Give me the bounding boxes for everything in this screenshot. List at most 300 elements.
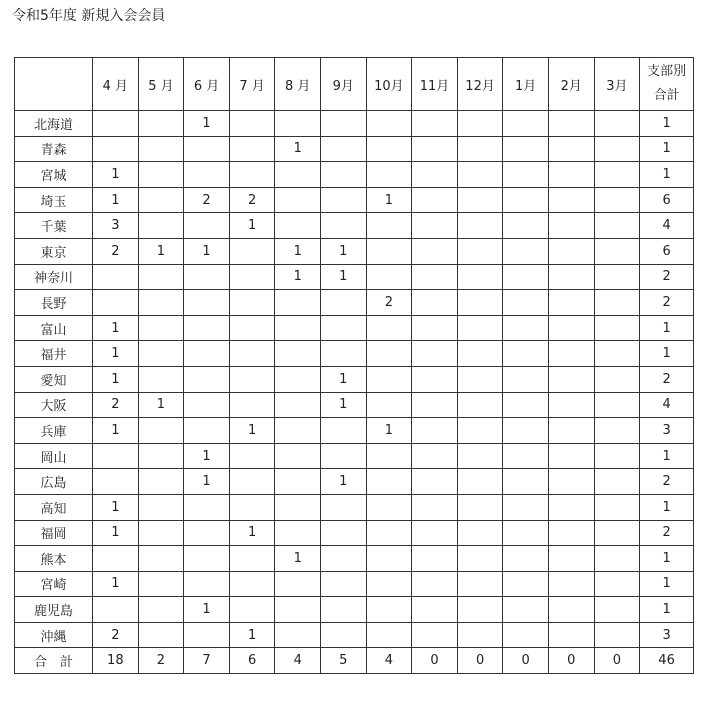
month-count-cell <box>548 187 594 213</box>
month-count-cell <box>229 290 275 316</box>
month-count-cell <box>594 290 640 316</box>
table-row <box>15 366 694 392</box>
prefecture-cell: 宮崎 <box>15 571 93 597</box>
month-count-cell <box>412 162 458 188</box>
month-count-cell <box>229 264 275 290</box>
table-row <box>15 597 694 623</box>
month-count-cell <box>503 546 549 572</box>
month-count-cell <box>229 571 275 597</box>
month-count-cell: 1 <box>366 418 412 444</box>
month-count-cell <box>412 213 458 239</box>
month-count-cell <box>548 238 594 264</box>
month-count-cell <box>503 136 549 162</box>
table-row <box>15 443 694 469</box>
table-row <box>15 469 694 495</box>
prefecture-cell: 高知 <box>15 494 93 520</box>
month-count-cell <box>594 418 640 444</box>
month-count-cell <box>138 622 184 648</box>
month-count-cell <box>366 111 412 137</box>
month-count-cell: 1 <box>321 469 367 495</box>
prefecture-cell: 岡山 <box>15 443 93 469</box>
branch-total-cell: 6 <box>640 238 694 264</box>
month-count-cell <box>275 315 321 341</box>
month-count-cell <box>457 494 503 520</box>
month-count-cell <box>184 213 230 239</box>
month-count-cell <box>321 597 367 623</box>
month-count-cell <box>321 341 367 367</box>
month-header: 9月 <box>321 58 367 111</box>
month-count-cell <box>184 546 230 572</box>
month-count-cell <box>457 315 503 341</box>
month-count-cell <box>594 213 640 239</box>
prefecture-cell: 神奈川 <box>15 264 93 290</box>
month-count-cell: 1 <box>229 622 275 648</box>
month-count-cell <box>366 494 412 520</box>
month-count-cell <box>275 571 321 597</box>
month-count-cell <box>321 622 367 648</box>
sum-label-cell: 合 計 <box>15 648 93 674</box>
month-count-cell <box>412 597 458 623</box>
branch-total-cell: 3 <box>640 622 694 648</box>
prefecture-cell: 福井 <box>15 341 93 367</box>
month-count-cell <box>412 494 458 520</box>
table-row <box>15 341 694 367</box>
month-count-cell <box>138 213 184 239</box>
month-count-cell <box>594 494 640 520</box>
month-count-cell <box>457 469 503 495</box>
month-count-cell <box>138 418 184 444</box>
table-row <box>15 213 694 239</box>
month-count-cell <box>275 290 321 316</box>
prefecture-cell: 埼玉 <box>15 187 93 213</box>
month-sum-cell: 4 <box>275 648 321 674</box>
prefecture-cell: 福岡 <box>15 520 93 546</box>
month-count-cell <box>412 546 458 572</box>
month-count-cell <box>275 622 321 648</box>
month-count-cell <box>457 162 503 188</box>
month-count-cell <box>503 238 549 264</box>
month-count-cell <box>594 597 640 623</box>
branch-total-header-line2: 合計 <box>653 88 680 103</box>
month-count-cell <box>548 418 594 444</box>
branch-total-cell: 1 <box>640 162 694 188</box>
month-count-cell <box>138 597 184 623</box>
month-count-cell <box>184 366 230 392</box>
month-count-cell: 1 <box>275 136 321 162</box>
month-count-cell <box>184 571 230 597</box>
prefecture-cell: 沖縄 <box>15 622 93 648</box>
month-count-cell <box>321 290 367 316</box>
prefecture-cell: 北海道 <box>15 111 93 137</box>
month-count-cell <box>503 341 549 367</box>
table-row <box>15 622 694 648</box>
month-count-cell <box>138 469 184 495</box>
month-header: 2月 <box>548 58 594 111</box>
month-count-cell <box>457 443 503 469</box>
month-count-cell <box>503 597 549 623</box>
month-count-cell <box>275 418 321 444</box>
month-count-cell <box>275 162 321 188</box>
month-count-cell <box>321 111 367 137</box>
month-count-cell: 1 <box>184 111 230 137</box>
table-row <box>15 315 694 341</box>
month-count-cell <box>412 622 458 648</box>
month-count-cell <box>412 571 458 597</box>
month-count-cell: 1 <box>93 315 139 341</box>
month-count-cell <box>548 520 594 546</box>
prefecture-cell: 青森 <box>15 136 93 162</box>
branch-total-cell: 1 <box>640 341 694 367</box>
month-count-cell <box>229 315 275 341</box>
branch-total-cell: 3 <box>640 418 694 444</box>
prefecture-cell: 千葉 <box>15 213 93 239</box>
month-count-cell <box>366 213 412 239</box>
month-count-cell <box>321 494 367 520</box>
month-count-cell <box>503 111 549 137</box>
month-count-cell <box>548 571 594 597</box>
month-count-cell <box>275 520 321 546</box>
month-count-cell: 1 <box>93 366 139 392</box>
month-count-cell <box>457 520 503 546</box>
month-count-cell <box>366 469 412 495</box>
month-count-cell <box>321 520 367 546</box>
month-count-cell <box>594 238 640 264</box>
month-count-cell <box>457 418 503 444</box>
month-count-cell <box>321 443 367 469</box>
month-count-cell <box>366 238 412 264</box>
month-count-cell <box>548 264 594 290</box>
month-count-cell <box>503 290 549 316</box>
month-count-cell <box>138 290 184 316</box>
branch-total-cell: 1 <box>640 546 694 572</box>
month-count-cell <box>503 366 549 392</box>
branch-total-cell: 1 <box>640 494 694 520</box>
month-count-cell <box>548 546 594 572</box>
branch-total-cell: 4 <box>640 213 694 239</box>
month-header: 8 月 <box>275 58 321 111</box>
month-count-cell <box>457 238 503 264</box>
month-count-cell: 1 <box>93 571 139 597</box>
month-count-cell: 1 <box>229 213 275 239</box>
month-header: 10月 <box>366 58 412 111</box>
table-row <box>15 392 694 418</box>
month-count-cell <box>138 443 184 469</box>
month-count-cell <box>366 622 412 648</box>
month-count-cell <box>138 571 184 597</box>
table-row <box>15 571 694 597</box>
month-count-cell: 2 <box>229 187 275 213</box>
month-count-cell <box>229 597 275 623</box>
month-count-cell <box>138 187 184 213</box>
month-count-cell <box>184 392 230 418</box>
month-count-cell <box>594 111 640 137</box>
month-count-cell <box>93 546 139 572</box>
month-count-cell <box>457 290 503 316</box>
month-count-cell <box>594 392 640 418</box>
table-row <box>15 546 694 572</box>
month-count-cell <box>548 136 594 162</box>
month-count-cell <box>594 622 640 648</box>
month-sum-cell: 0 <box>594 648 640 674</box>
month-count-cell <box>93 111 139 137</box>
month-count-cell <box>412 238 458 264</box>
month-count-cell: 1 <box>275 546 321 572</box>
month-sum-cell: 0 <box>548 648 594 674</box>
page-title: 令和5年度 新規入会会員 <box>12 8 166 24</box>
month-count-cell <box>594 443 640 469</box>
month-header: 4 月 <box>93 58 139 111</box>
branch-total-header <box>640 58 694 111</box>
month-count-cell <box>184 418 230 444</box>
month-count-cell <box>503 187 549 213</box>
month-count-cell <box>366 546 412 572</box>
month-count-cell: 1 <box>321 366 367 392</box>
month-count-cell <box>275 494 321 520</box>
month-count-cell <box>594 469 640 495</box>
month-count-cell <box>548 494 594 520</box>
month-count-cell <box>503 264 549 290</box>
month-count-cell <box>138 315 184 341</box>
month-count-cell <box>548 315 594 341</box>
month-count-cell: 1 <box>229 418 275 444</box>
month-sum-cell: 6 <box>229 648 275 674</box>
table-row <box>15 187 694 213</box>
month-count-cell <box>321 187 367 213</box>
month-count-cell <box>93 136 139 162</box>
month-count-cell <box>594 571 640 597</box>
month-count-cell <box>503 469 549 495</box>
month-count-cell: 3 <box>93 213 139 239</box>
month-count-cell: 1 <box>138 392 184 418</box>
month-count-cell <box>548 290 594 316</box>
month-count-cell <box>594 264 640 290</box>
month-count-cell <box>412 315 458 341</box>
month-count-cell <box>229 136 275 162</box>
month-count-cell <box>93 597 139 623</box>
month-count-cell: 1 <box>366 187 412 213</box>
table-row <box>15 136 694 162</box>
prefecture-cell: 愛知 <box>15 366 93 392</box>
month-count-cell: 2 <box>366 290 412 316</box>
month-count-cell <box>594 136 640 162</box>
month-count-cell <box>275 366 321 392</box>
branch-total-cell: 2 <box>640 290 694 316</box>
branch-total-cell: 1 <box>640 597 694 623</box>
month-count-cell <box>184 341 230 367</box>
month-count-cell <box>275 187 321 213</box>
month-count-cell <box>275 213 321 239</box>
month-count-cell <box>138 341 184 367</box>
month-count-cell <box>138 546 184 572</box>
month-sum-cell: 0 <box>412 648 458 674</box>
month-count-cell <box>412 366 458 392</box>
month-count-cell: 1 <box>321 264 367 290</box>
month-count-cell <box>229 341 275 367</box>
month-count-cell <box>321 546 367 572</box>
month-count-cell <box>503 392 549 418</box>
month-count-cell <box>138 520 184 546</box>
month-count-cell <box>503 571 549 597</box>
month-count-cell <box>548 162 594 188</box>
prefecture-cell: 宮城 <box>15 162 93 188</box>
month-count-cell <box>503 418 549 444</box>
month-count-cell: 1 <box>184 597 230 623</box>
month-count-cell <box>548 341 594 367</box>
month-count-cell <box>275 443 321 469</box>
month-header: 7 月 <box>229 58 275 111</box>
month-count-cell <box>366 443 412 469</box>
month-count-cell <box>138 264 184 290</box>
table-row <box>15 264 694 290</box>
month-count-cell <box>366 341 412 367</box>
month-count-cell <box>412 443 458 469</box>
month-count-cell: 1 <box>93 187 139 213</box>
month-count-cell <box>184 520 230 546</box>
month-count-cell <box>412 469 458 495</box>
month-count-cell <box>548 469 594 495</box>
new-members-table <box>14 57 694 674</box>
month-count-cell <box>594 187 640 213</box>
month-count-cell <box>184 290 230 316</box>
month-count-cell <box>138 366 184 392</box>
table-row <box>15 238 694 264</box>
month-count-cell <box>457 597 503 623</box>
month-count-cell <box>457 571 503 597</box>
month-count-cell <box>275 341 321 367</box>
month-count-cell <box>548 366 594 392</box>
month-count-cell <box>503 520 549 546</box>
month-count-cell: 1 <box>93 341 139 367</box>
month-count-cell <box>275 392 321 418</box>
month-header: 5 月 <box>138 58 184 111</box>
month-count-cell: 1 <box>93 494 139 520</box>
branch-total-header-line1: 支部別 <box>647 64 687 79</box>
month-count-cell <box>594 546 640 572</box>
branch-total-cell: 1 <box>640 136 694 162</box>
month-sum-cell: 7 <box>184 648 230 674</box>
month-count-cell: 2 <box>184 187 230 213</box>
month-count-cell <box>229 494 275 520</box>
table-row <box>15 111 694 137</box>
month-count-cell <box>594 315 640 341</box>
month-count-cell <box>229 111 275 137</box>
month-count-cell <box>457 264 503 290</box>
month-count-cell <box>275 111 321 137</box>
month-sum-cell: 18 <box>93 648 139 674</box>
month-count-cell <box>275 469 321 495</box>
month-count-cell: 1 <box>321 238 367 264</box>
prefecture-cell: 東京 <box>15 238 93 264</box>
month-count-cell: 1 <box>138 238 184 264</box>
month-count-cell <box>412 290 458 316</box>
header-row <box>15 58 694 111</box>
branch-total-cell: 2 <box>640 264 694 290</box>
prefecture-cell: 広島 <box>15 469 93 495</box>
prefecture-cell: 鹿児島 <box>15 597 93 623</box>
month-count-cell: 2 <box>93 238 139 264</box>
month-count-cell <box>594 366 640 392</box>
month-count-cell <box>548 622 594 648</box>
month-count-cell <box>184 136 230 162</box>
branch-total-cell: 2 <box>640 469 694 495</box>
month-count-cell <box>229 443 275 469</box>
month-count-cell <box>503 213 549 239</box>
month-count-cell <box>366 315 412 341</box>
month-count-cell: 1 <box>93 418 139 444</box>
month-count-cell <box>366 162 412 188</box>
month-count-cell <box>457 187 503 213</box>
branch-total-cell: 2 <box>640 520 694 546</box>
month-count-cell <box>366 264 412 290</box>
branch-total-cell: 4 <box>640 392 694 418</box>
month-count-cell <box>184 162 230 188</box>
month-count-cell <box>503 162 549 188</box>
prefecture-cell: 長野 <box>15 290 93 316</box>
prefecture-cell: 兵庫 <box>15 418 93 444</box>
branch-total-cell: 1 <box>640 315 694 341</box>
month-sum-cell: 4 <box>366 648 412 674</box>
month-count-cell <box>548 213 594 239</box>
month-count-cell <box>366 366 412 392</box>
month-count-cell <box>548 443 594 469</box>
month-sum-cell: 0 <box>503 648 549 674</box>
month-count-cell <box>503 494 549 520</box>
month-count-cell <box>321 162 367 188</box>
month-count-cell <box>321 315 367 341</box>
month-count-cell <box>366 571 412 597</box>
month-count-cell <box>138 111 184 137</box>
month-count-cell: 1 <box>275 264 321 290</box>
month-count-cell <box>229 366 275 392</box>
month-count-cell <box>229 162 275 188</box>
month-count-cell <box>138 136 184 162</box>
table-row <box>15 520 694 546</box>
month-header: 12月 <box>457 58 503 111</box>
month-count-cell: 1 <box>93 520 139 546</box>
month-count-cell <box>548 392 594 418</box>
month-count-cell <box>457 136 503 162</box>
month-count-cell <box>594 162 640 188</box>
month-count-cell <box>412 136 458 162</box>
month-count-cell <box>366 136 412 162</box>
month-count-cell <box>412 418 458 444</box>
month-count-cell: 1 <box>229 520 275 546</box>
month-count-cell <box>321 136 367 162</box>
month-count-cell <box>457 111 503 137</box>
month-count-cell <box>412 520 458 546</box>
month-count-cell <box>412 264 458 290</box>
month-count-cell <box>503 443 549 469</box>
month-count-cell: 1 <box>184 443 230 469</box>
prefecture-cell: 熊本 <box>15 546 93 572</box>
header-corner-cell <box>15 58 93 111</box>
branch-total-cell: 1 <box>640 111 694 137</box>
month-header: 1月 <box>503 58 549 111</box>
month-count-cell: 1 <box>275 238 321 264</box>
month-count-cell <box>93 264 139 290</box>
month-count-cell: 1 <box>93 162 139 188</box>
month-count-cell <box>138 162 184 188</box>
month-count-cell <box>457 392 503 418</box>
month-count-cell <box>412 187 458 213</box>
table-row <box>15 290 694 316</box>
month-count-cell <box>412 111 458 137</box>
month-count-cell <box>457 341 503 367</box>
month-sum-cell: 2 <box>138 648 184 674</box>
month-count-cell: 2 <box>93 622 139 648</box>
month-count-cell: 1 <box>321 392 367 418</box>
month-count-cell <box>229 469 275 495</box>
